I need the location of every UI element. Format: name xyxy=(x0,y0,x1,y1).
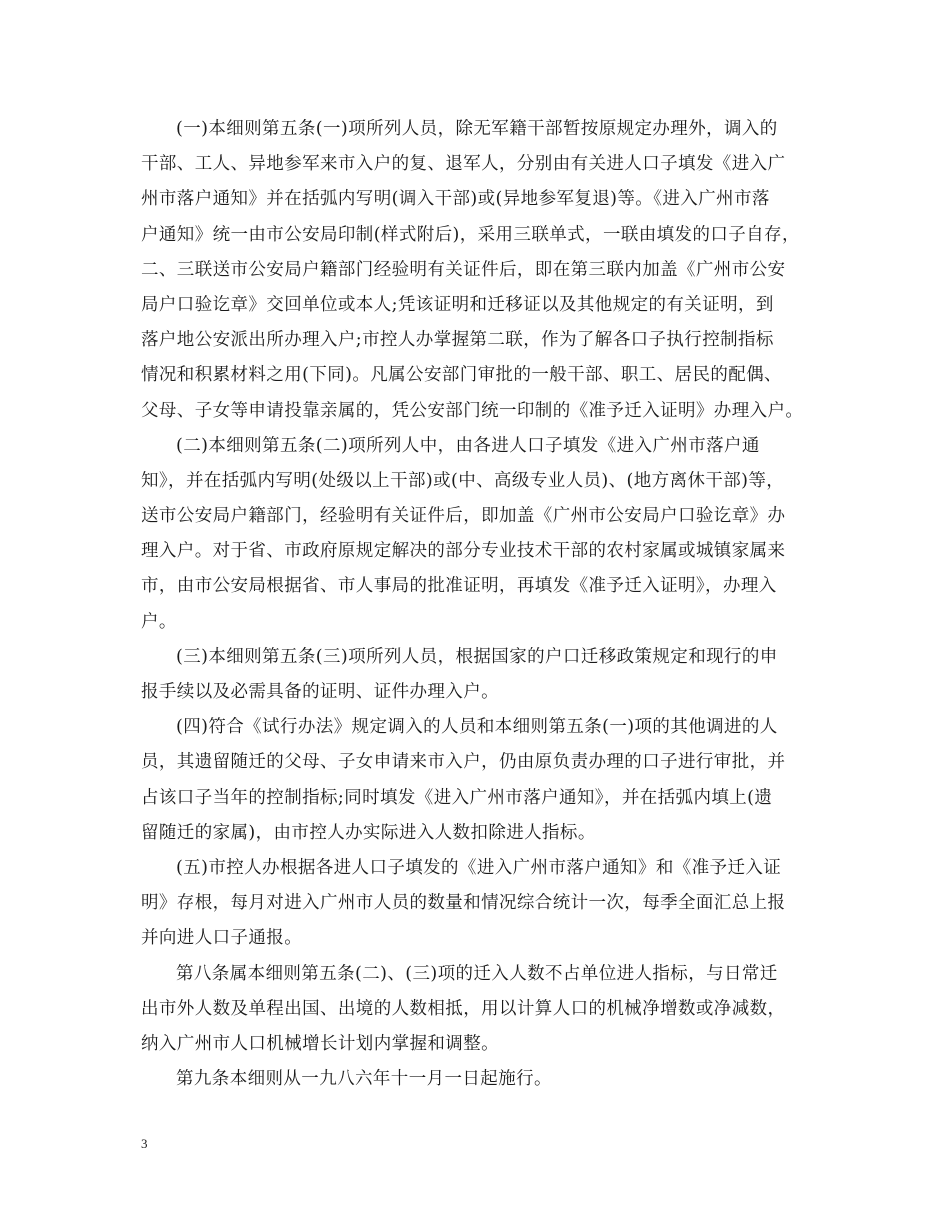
paragraph-line: 送市公安局户籍部门，经验明有关证件后，即加盖《广州市公安局户口验讫章》办 xyxy=(141,506,786,527)
paragraph-line: 占该口子当年的控制指标;同时填发《进入广州市落户通知》，并在括弧内填上(遗 xyxy=(141,787,773,808)
paragraph-line: (二)本细则第五条(二)项所列人中，由各进人口子填发《进入广州市落户通 xyxy=(176,435,760,456)
paragraph xyxy=(141,710,813,851)
paragraph-line: 留随迁的家属)，由市控人办实际进入人数扣除进人指标。 xyxy=(141,822,596,843)
paragraph xyxy=(141,429,813,640)
paragraph-line: 干部、工人、异地参军来市入户的复、退军人，分别由有关进人口子填发《进入广 xyxy=(141,154,786,175)
paragraph-line: 情况和积累材料之用(下同)。凡属公安部门审批的一般干部、职工、居民的配偶、 xyxy=(141,365,782,386)
document-body xyxy=(141,112,813,1097)
paragraph-line: 局户口验讫章》交回单位或本人;凭该证明和迁移证以及其他规定的有关证明，到 xyxy=(141,294,774,315)
paragraph-line: 父母、子女等申请投靠亲属的，凭公安部门统一印制的《准予迁入证明》办理入户。 xyxy=(141,400,804,421)
paragraph-line: 州市落户通知》并在括弧内写明(调入干部)或(异地参军复退)等。《进入广州市落 xyxy=(141,189,770,210)
paragraph xyxy=(141,640,813,710)
paragraph-line: 报手续以及必需具备的证明、证件办理入户。 xyxy=(141,682,499,702)
paragraph-line: 知》，并在括弧内写明(处级以上干部)或(中、高级专业人员)、(地方离休干部)等， xyxy=(141,470,785,491)
paragraph-line: 明》存根，每月对进入广州市人员的数量和情况综合统计一次，每季全面汇总上报 xyxy=(141,893,786,914)
paragraph-line: 并向进人口子通报。 xyxy=(141,928,303,949)
paragraph-line: (五)市控人办根据各进人口子填发的《进入广州市落户通知》和《准予迁入证 xyxy=(176,857,782,878)
paragraph-line: 落户地公安派出所办理入户;市控人办掌握第二联，作为了解各口子执行控制指标 xyxy=(141,330,774,351)
paragraph xyxy=(141,957,813,1063)
paragraph-line: 户通知》统一由市公安局印制(样式附后)，采用三联单式，一联由填发的口子自存， xyxy=(141,224,800,245)
paragraph-line: 理入户。对于省、市政府原规定解决的部分专业技术干部的农村家属或城镇家属来 xyxy=(141,541,786,562)
paragraph-line: 出市外人数及单程出国、出境的人数相抵，用以计算人口的机械净增数或净减数， xyxy=(141,998,786,1019)
paragraph-line: 纳入广州市人口机械增长计划内掌握和调整。 xyxy=(141,1033,499,1054)
paragraph-line: (四)符合《试行办法》规定调入的人员和本细则第五条(一)项的其他调进的人 xyxy=(176,717,778,738)
paragraph-line: 户。 xyxy=(141,611,177,632)
paragraph-line: 二、三联送市公安局户籍部门经验明有关证件后，即在第三联内加盖《广州市公安 xyxy=(141,259,786,280)
paragraph-line: 第九条本细则从一九八六年十一月一日起施行。 xyxy=(176,1069,552,1090)
paragraph-line: 员，其遗留随迁的父母、子女申请来市入户，仍由原负责办理的口子进行审批，并 xyxy=(141,752,786,773)
paragraph-line: 第八条属本细则第五条(二)、(三)项的迁入人数不占单位进人指标，与日常迁 xyxy=(176,963,778,984)
paragraph-line: (一)本细则第五条(一)项所列人员，除无军籍干部暂按原规定办理外，调入的 xyxy=(176,119,778,139)
paragraph xyxy=(141,112,813,429)
paragraph-line: (三)本细则第五条(三)项所列人员，根据国家的户口迁移政策规定和现行的申 xyxy=(176,646,778,667)
paragraph xyxy=(141,1062,813,1097)
page-number: 3 xyxy=(141,1136,148,1151)
paragraph-line: 市，由市公安局根据省、市人事局的批准证明，再填发《准予迁入证明》，办理入 xyxy=(141,576,777,597)
paragraph xyxy=(141,851,813,957)
